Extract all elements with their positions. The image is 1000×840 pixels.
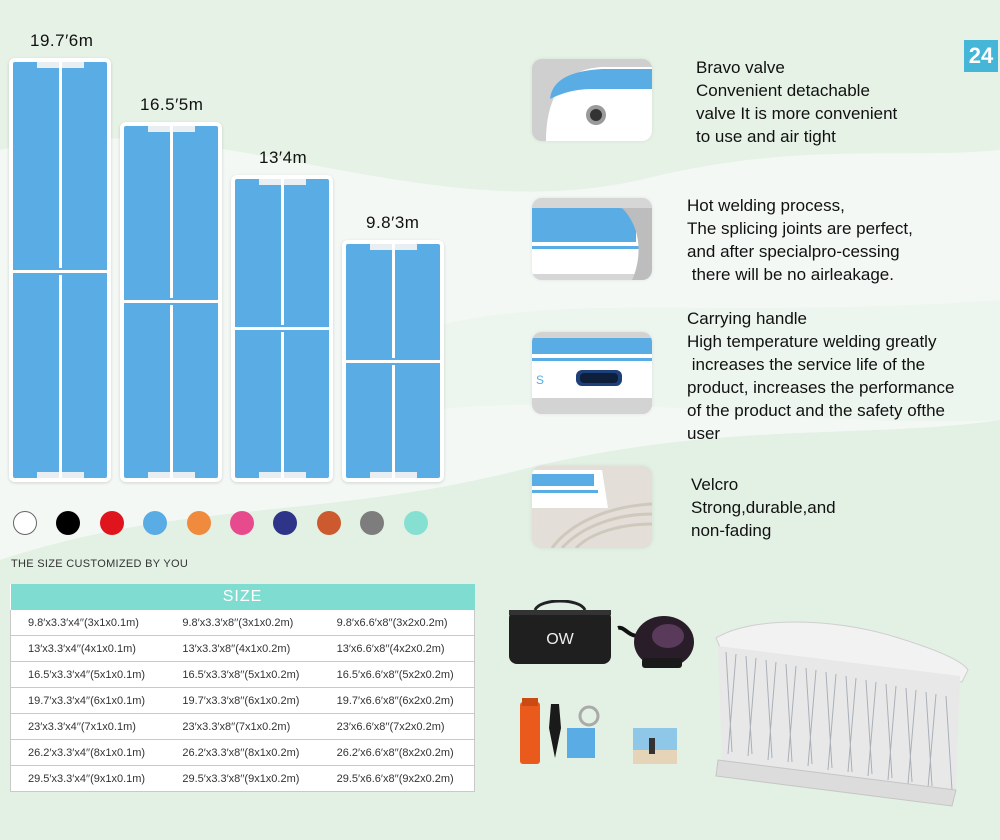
table-cell: 19.7′x3.3′x8′′(6x1x0.2m) (165, 688, 319, 714)
valve-photo (532, 59, 652, 141)
color-swatch[interactable] (404, 511, 428, 535)
table-cell: 16.5′x3.3′x4′′(5x1x0.1m) (11, 662, 166, 688)
color-swatch[interactable] (230, 511, 254, 535)
table-cell: 29.5′x6.6′x8′′(9x2x0.2m) (320, 766, 475, 792)
table-cell: 9.8′x3.3′x4′′(3x1x0.1m) (11, 610, 166, 636)
table-cell: 16.5′x3.3′x8′′(5x1x0.2m) (165, 662, 319, 688)
svg-text:S: S (536, 373, 545, 387)
mat-3m (342, 240, 444, 482)
table-row (11, 766, 475, 792)
table-cell: 19.7′x6.6′x8′′(6x2x0.2m) (320, 688, 475, 714)
table-cell: 26.2′x3.3′x8′′(8x1x0.2m) (165, 740, 319, 766)
table-row (11, 636, 475, 662)
table-cell: 9.8′x3.3′x8′′(3x1x0.2m) (165, 610, 319, 636)
table-row (11, 740, 475, 766)
feature-handle-text: Carrying handle High temperature welding greatly increases the service life of the product, increases the performance of the product and the safety ofthe user (687, 309, 955, 443)
color-swatch[interactable] (317, 511, 341, 535)
size-table-header: SIZE (11, 584, 475, 610)
table-cell: 23′x3.3′x4′′(7x1x0.1m) (11, 714, 166, 740)
table-cell: 26.2′x3.3′x4′′(8x1x0.1m) (11, 740, 166, 766)
color-swatch[interactable] (143, 511, 167, 535)
air-pump (614, 606, 698, 672)
feature-valve-text: Bravo valve Convenient detachable valve It is more convenient to use and air tight (696, 58, 898, 146)
color-swatch[interactable] (187, 511, 211, 535)
welding-photo (532, 198, 652, 280)
bag-logo: OW (546, 631, 574, 648)
manual-card (633, 728, 677, 764)
velcro-photo (532, 466, 652, 548)
table-row (11, 662, 475, 688)
size-table (10, 584, 475, 792)
color-swatch[interactable] (13, 511, 37, 535)
color-swatch[interactable] (360, 511, 384, 535)
table-cell: 29.5′x3.3′x4′′(9x1x0.1m) (11, 766, 166, 792)
mat-4m (231, 175, 333, 482)
mat-6m (9, 58, 111, 482)
page-number: 24 (964, 40, 998, 72)
drop-stitch-cross-section (712, 612, 974, 810)
table-cell: 19.7′x3.3′x4′′(6x1x0.1m) (11, 688, 166, 714)
repair-kit (515, 698, 610, 768)
table-cell: 26.2′x6.6′x8′′(8x2x0.2m) (320, 740, 475, 766)
table-cell: 13′x6.6′x8′′(4x2x0.2m) (320, 636, 475, 662)
feature-welding-text: Hot welding process, The splicing joints are perfect, and after specialpro-cessing there will be no airleakage. (687, 196, 913, 284)
mat-label-5m: 16.5′5m (140, 95, 204, 114)
mat-label-3m: 9.8′3m (366, 213, 420, 232)
handle-photo (532, 332, 652, 414)
table-row (11, 610, 475, 636)
size-caption: THE SIZE CUSTOMIZED BY YOU (11, 558, 189, 570)
feature-velcro-text: Velcro Strong,durable,and non-fading (691, 475, 836, 540)
table-row (11, 688, 475, 714)
mat-label-6m: 19.7′6m (30, 31, 94, 50)
table-cell: 13′x3.3′x4′′(4x1x0.1m) (11, 636, 166, 662)
table-cell: 16.5′x6.6′x8′′(5x2x0.2m) (320, 662, 475, 688)
color-swatch[interactable] (100, 511, 124, 535)
table-cell: 23′x6.6′x8′′(7x2x0.2m) (320, 714, 475, 740)
table-cell: 9.8′x6.6′x8′′(3x2x0.2m) (320, 610, 475, 636)
mat-label-4m: 13′4m (259, 148, 308, 167)
table-row (11, 714, 475, 740)
table-cell: 29.5′x3.3′x8′′(9x1x0.2m) (165, 766, 319, 792)
table-cell: 13′x3.3′x8′′(4x1x0.2m) (165, 636, 319, 662)
table-cell: 23′x3.3′x8′′(7x1x0.2m) (165, 714, 319, 740)
carry-bag (505, 600, 615, 666)
mat-5m (120, 122, 222, 482)
